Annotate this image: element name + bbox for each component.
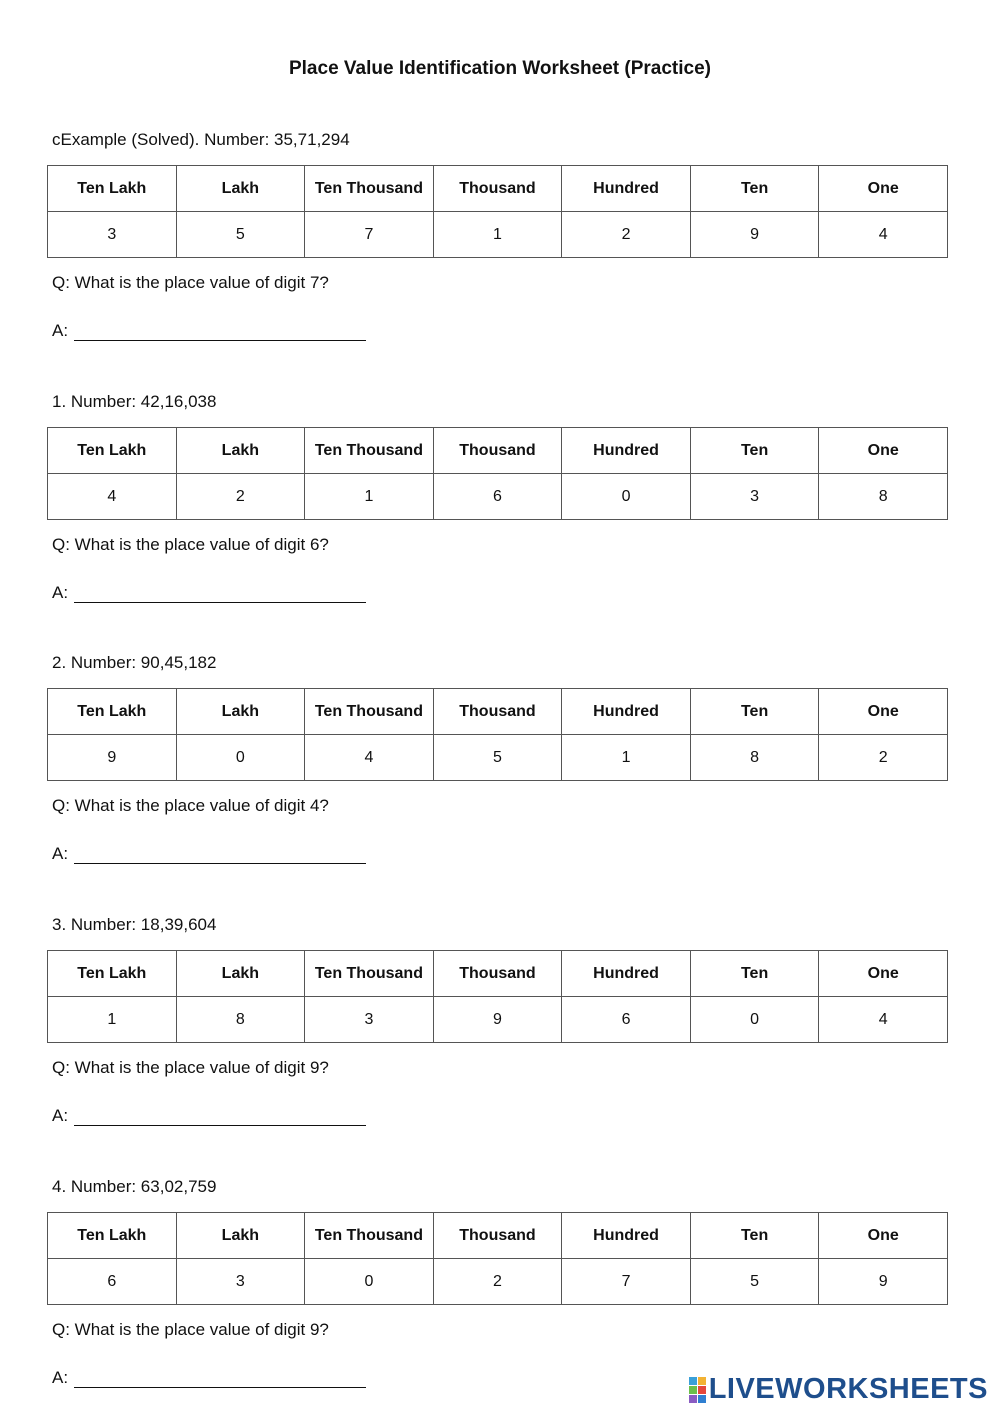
brand-text: LIVEWORKSHEETS [708,1373,988,1405]
question-text: Q: What is the place value of digit 7? [52,273,329,292]
column-header: Hundred [562,166,691,212]
digit-cell: 5 [176,212,305,258]
brand-mark-square [698,1386,706,1394]
digit-cell: 6 [433,474,562,520]
brand-mark-icon [689,1377,706,1403]
page-title: Place Value Identification Worksheet (Practice) [288,58,712,79]
digit-cell: 2 [819,735,948,781]
place-value-table [47,688,948,781]
brand-mark-square [689,1386,697,1394]
answer-prefix: A: [52,844,69,863]
brand-mark-square [689,1377,697,1385]
answer-prefix: A: [52,1368,69,1387]
digit-cell: 9 [433,997,562,1043]
question-text: Q: What is the place value of digit 9? [52,1058,329,1077]
column-header: One [819,689,948,735]
answer-input-line[interactable] [74,1109,366,1126]
column-header: Ten Lakh [48,1213,177,1259]
column-header: Ten [690,428,819,474]
brand-mark-square [698,1395,706,1403]
section-label: 2. Number: 90,45,182 [52,653,217,672]
digit-cell: 1 [562,735,691,781]
column-header: Ten Thousand [305,951,434,997]
digit-cell: 1 [433,212,562,258]
column-header: Ten Lakh [48,951,177,997]
column-header: Ten Lakh [48,166,177,212]
column-header: Lakh [176,689,305,735]
digit-cell: 8 [176,997,305,1043]
answer-input-line[interactable] [74,586,366,603]
column-header: Ten Lakh [48,428,177,474]
table-row [48,1259,948,1305]
digit-cell: 3 [690,474,819,520]
answer-prefix: A: [52,321,69,340]
digit-cell: 6 [562,997,691,1043]
answer-prefix: A: [52,1106,69,1125]
column-header: Thousand [433,1213,562,1259]
column-header: Thousand [433,166,562,212]
digit-cell: 9 [819,1259,948,1305]
column-header: Ten Thousand [305,689,434,735]
digit-cell: 2 [176,474,305,520]
column-header: Ten Thousand [305,428,434,474]
column-header: Lakh [176,166,305,212]
place-value-table [47,950,948,1043]
answer-input-line[interactable] [74,847,366,864]
digit-cell: 4 [48,474,177,520]
digit-cell: 7 [305,212,434,258]
digit-cell: 0 [562,474,691,520]
digit-cell: 3 [176,1259,305,1305]
answer-row [52,1106,366,1126]
section-label: cExample (Solved). Number: 35,71,294 [52,130,350,149]
column-header: Lakh [176,428,305,474]
digit-cell: 5 [690,1259,819,1305]
column-header: Hundred [562,428,691,474]
table-row [48,474,948,520]
column-header: Ten Thousand [305,1213,434,1259]
question-text: Q: What is the place value of digit 6? [52,535,329,554]
table-header-row [48,166,948,212]
place-value-table [47,1212,948,1305]
table-row [48,212,948,258]
digit-cell: 9 [690,212,819,258]
digit-cell: 9 [48,735,177,781]
digit-cell: 2 [562,212,691,258]
column-header: Hundred [562,1213,691,1259]
answer-input-line[interactable] [74,324,366,341]
answer-row [52,844,366,864]
place-value-table [47,427,948,520]
column-header: Lakh [176,1213,305,1259]
answer-row [52,583,366,603]
digit-cell: 0 [305,1259,434,1305]
section-label: 1. Number: 42,16,038 [52,392,217,411]
column-header: Ten [690,1213,819,1259]
column-header: Ten [690,689,819,735]
column-header: Ten [690,951,819,997]
column-header: One [819,1213,948,1259]
table-row [48,997,948,1043]
answer-prefix: A: [52,583,69,602]
column-header: One [819,951,948,997]
question-text: Q: What is the place value of digit 9? [52,1320,329,1339]
column-header: One [819,428,948,474]
answer-input-line[interactable] [74,1371,366,1388]
brand-logo [689,1373,988,1406]
digit-cell: 0 [690,997,819,1043]
table-header-row [48,428,948,474]
digit-cell: 7 [562,1259,691,1305]
brand-mark-square [698,1377,706,1385]
column-header: One [819,166,948,212]
table-header-row [48,1213,948,1259]
digit-cell: 8 [819,474,948,520]
digit-cell: 3 [305,997,434,1043]
digit-cell: 5 [433,735,562,781]
column-header: Thousand [433,689,562,735]
digit-cell: 4 [305,735,434,781]
section-label: 4. Number: 63,02,759 [52,1177,217,1196]
digit-cell: 1 [48,997,177,1043]
question-text: Q: What is the place value of digit 4? [52,796,329,815]
column-header: Ten Lakh [48,689,177,735]
digit-cell: 6 [48,1259,177,1305]
digit-cell: 4 [819,997,948,1043]
column-header: Lakh [176,951,305,997]
column-header: Ten [690,166,819,212]
digit-cell: 0 [176,735,305,781]
digit-cell: 3 [48,212,177,258]
section-label: 3. Number: 18,39,604 [52,915,217,934]
table-row [48,735,948,781]
column-header: Thousand [433,428,562,474]
column-header: Ten Thousand [305,166,434,212]
digit-cell: 4 [819,212,948,258]
digit-cell: 8 [690,735,819,781]
table-header-row [48,689,948,735]
answer-row [52,1368,366,1388]
column-header: Thousand [433,951,562,997]
answer-row [52,321,366,341]
table-header-row [48,951,948,997]
digit-cell: 1 [305,474,434,520]
place-value-table [47,165,948,258]
digit-cell: 2 [433,1259,562,1305]
column-header: Hundred [562,951,691,997]
column-header: Hundred [562,689,691,735]
brand-mark-square [689,1395,697,1403]
